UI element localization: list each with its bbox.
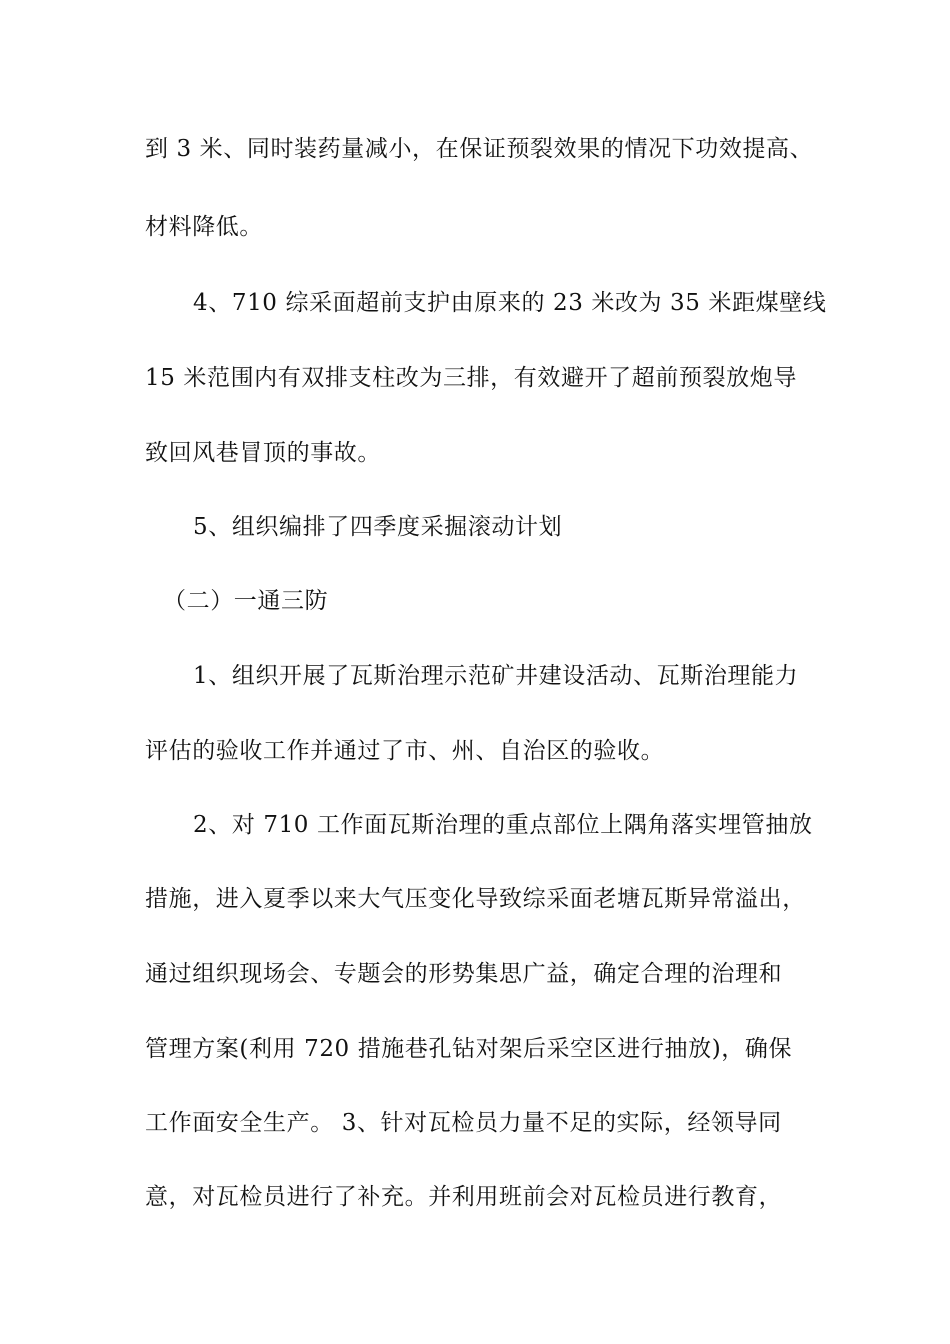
text-line-12: 通过组织现场会、专题会的形势集思广益，确定合理的治理和: [145, 961, 783, 987]
text-line-4: 15 米范围内有双排支柱改为三排，有效避开了超前预裂放炮导: [145, 365, 797, 391]
text-line-5: 致回风巷冒顶的事故。: [145, 440, 381, 466]
text-line-1: 到 3 米、同时装药量减小，在保证预裂效果的情况下功效提高、: [145, 136, 814, 162]
text-line-10: 2、对 710 工作面瓦斯治理的重点部位上隅角落实埋管抽放: [193, 812, 813, 838]
section-heading: （二）一通三防: [163, 588, 329, 614]
text-line-3: 4、710 综采面超前支护由原来的 23 米改为 35 米距煤壁线: [193, 290, 827, 316]
text-line-15: 意，对瓦检员进行了补充。并利用班前会对瓦检员进行教育，: [145, 1184, 783, 1210]
text-line-13: 管理方案(利用 720 措施巷孔钻对架后采空区进行抽放)，确保: [145, 1036, 793, 1062]
text-line-8: 1、组织开展了瓦斯治理示范矿井建设活动、瓦斯治理能力: [193, 663, 799, 689]
text-line-6: 5、组织编排了四季度采掘滚动计划: [193, 514, 563, 540]
text-line-14: 工作面安全生产。 3、针对瓦检员力量不足的实际，经领导同: [145, 1110, 782, 1136]
text-line-9: 评估的验收工作并通过了市、州、自治区的验收。: [145, 738, 665, 764]
text-line-2: 材料降低。: [145, 214, 263, 240]
text-line-11: 措施，进入夏季以来大气压变化导致综采面老塘瓦斯异常溢出，: [145, 886, 806, 912]
